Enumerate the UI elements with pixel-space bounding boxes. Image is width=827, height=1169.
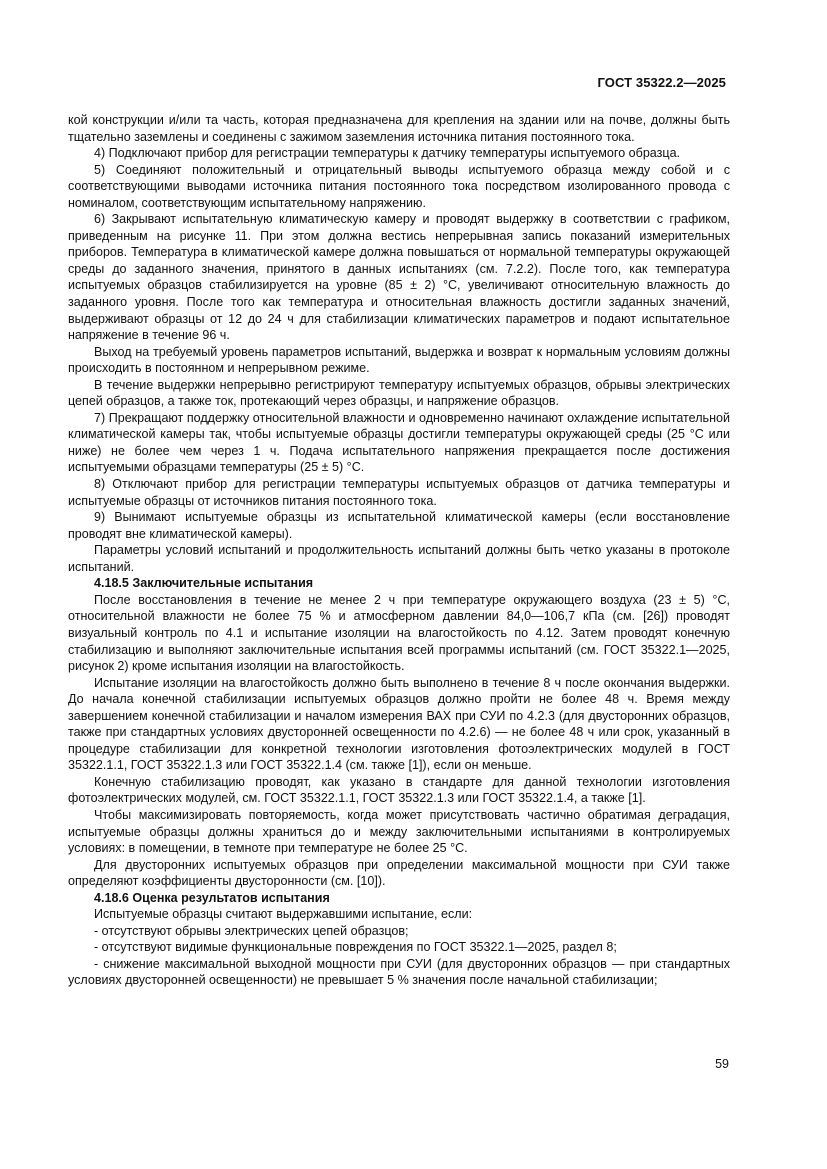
body-paragraph: Конечную стабилизацию проводят, как указано в стандарте для данной технологии изготовления фотоэлектрических модулей, см. ГОСТ 35322.1.1, ГОСТ 35322.1.3 или ГОСТ 35322.1.4, а также [1]. bbox=[68, 774, 730, 806]
body-paragraph: Параметры условий испытаний и продолжительность испытаний должны быть четко указаны в протоколе испытаний. bbox=[68, 543, 730, 574]
document-body bbox=[68, 112, 730, 989]
body-paragraph: 4) Подключают прибор для регистрации температуры к датчику температуры испытуемого образца. bbox=[94, 146, 681, 161]
section-heading: 4.18.6 Оценка результатов испытания bbox=[94, 890, 330, 905]
body-paragraph: 9) Вынимают испытуемые образцы из испытательной климатической камеры (если восстановление проводят вне климатической камеры). bbox=[68, 510, 730, 541]
body-paragraph: Выход на требуемый уровень параметров испытаний, выдержка и возврат к нормальным условиям должны происходить в постоянном и непрерывном режиме. bbox=[68, 344, 730, 376]
body-paragraph: кой конструкции и/или та часть, которая предназначена для крепления на здании или на почве, должны быть тщательно заземлены и соединены с зажимом заземления источника питания постоянного тока. bbox=[68, 113, 730, 144]
page-number: 59 bbox=[715, 1057, 729, 1071]
body-paragraph: 6) Закрывают испытательную климатическую камеру и проводят выдержку в соответствии с графиком, приведенным на рисунке 11. При этом должна вестись непрерывная запись показаний измерительных приборов. Температура в климатической камере должна повышаться от нормальной температуры окружающей среды до заданного значения, принятого в данных испытаниях (см. 7.2.2). После того, как температура испытуемых образцов стабилизируется на уровне (85 ± 2) °С, увеличивают относительную влажность до заданного уровня. После того как температура и относительная влажность достигли заданных значений, выдерживают образцы от 12 до 24 ч для стабилизации климатических параметров и подают испытательное напряжение в течение 96 ч. bbox=[68, 212, 730, 343]
page-header-standard-id: ГОСТ 35322.2—2025 bbox=[597, 75, 726, 90]
list-item: - отсутствуют обрывы электрических цепей образцов; bbox=[94, 923, 409, 938]
section-heading: 4.18.5 Заключительные испытания bbox=[94, 576, 314, 591]
body-paragraph: 7) Прекращают поддержку относительной влажности и одновременно начинают охлаждение испытательной климатической камеры так, чтобы испытуемые образцы достигли температуры окружающей среды (25 °С или ниже) не более чем через 1 ч. Подача испытательного напряжения прекращается после достижения испытуемыми образцами температуры (25 ± 5) °С. bbox=[68, 410, 730, 475]
body-paragraph: После восстановления в течение не менее 2 ч при температуре окружающего воздуха (23 ± 5) °С, относительной влажности не более 75 % и атмосферном давлении 84,0—106,7 кПа (см. [26]) проводят визуальный контроль по 4.1 и испытание изоляции на влагостойкость по 4.12. Затем проводят конечную стабилизацию и выполняют заключительные испытания всей программы испытаний (см. ГОСТ 35322.1—2025, рисунок 2) кроме испытания изоляции на влагостойкость. bbox=[68, 592, 730, 674]
body-paragraph: Чтобы максимизировать повторяемость, когда может присутствовать частично обратимая деградация, испытуемые образцы должны храниться до и между заключительными испытаниями в контролируемых условиях: в помещении, в темноте при температуре не более 25 °С. bbox=[68, 807, 730, 856]
body-paragraph: В течение выдержки непрерывно регистрируют температуру испытуемых образцов, обрывы электрических цепей образцов, а также ток, протекающий через образцы, и напряжение образцов. bbox=[68, 377, 730, 409]
body-paragraph: 8) Отключают прибор для регистрации температуры испытуемых образцов от датчика температуры и испытуемые образцы от источников питания постоянного тока. bbox=[68, 477, 730, 508]
body-paragraph: 5) Соединяют положительный и отрицательный выводы испытуемого образца между собой и с соответствующими выводами источника питания постоянного тока посредством изолированного провода с номиналом, соответствующим испытательному напряжению. bbox=[68, 162, 730, 210]
body-paragraph: Испытуемые образцы считают выдержавшими испытание, если: bbox=[94, 907, 473, 922]
list-item: - снижение максимальной выходной мощности при СУИ (для двусторонних образцов — при стандартных условиях двусторонней освещенности) не превышает 5 % значения после начальной стабилизации; bbox=[68, 956, 730, 988]
list-item: - отсутствуют видимые функциональные повреждения по ГОСТ 35322.1—2025, раздел 8; bbox=[94, 940, 617, 955]
body-paragraph: Испытание изоляции на влагостойкость должно быть выполнено в течение 8 ч после окончания выдержки. До начала конечной стабилизации испытуемых образцов должно пройти не более 48 ч. Время между завершением конечной стабилизации и началом измерения ВАХ при СУИ по 4.2.3 (для двусторонних образцов, также при стандартных условиях двусторонней освещенности по 4.2.6) — не более 48 ч или срок, указанный в процедуре стабилизации для конкретной технологии изготовления фотоэлектрических модулей в ГОСТ 35322.1.1, ГОСТ 35322.1.3 или ГОСТ 35322.1.4 (см. также [1]), если он меньше. bbox=[68, 675, 730, 773]
body-paragraph: Для двусторонних испытуемых образцов при определении максимальной мощности при СУИ также определяют коэффициенты двусторонности (см. [10]). bbox=[68, 857, 730, 889]
